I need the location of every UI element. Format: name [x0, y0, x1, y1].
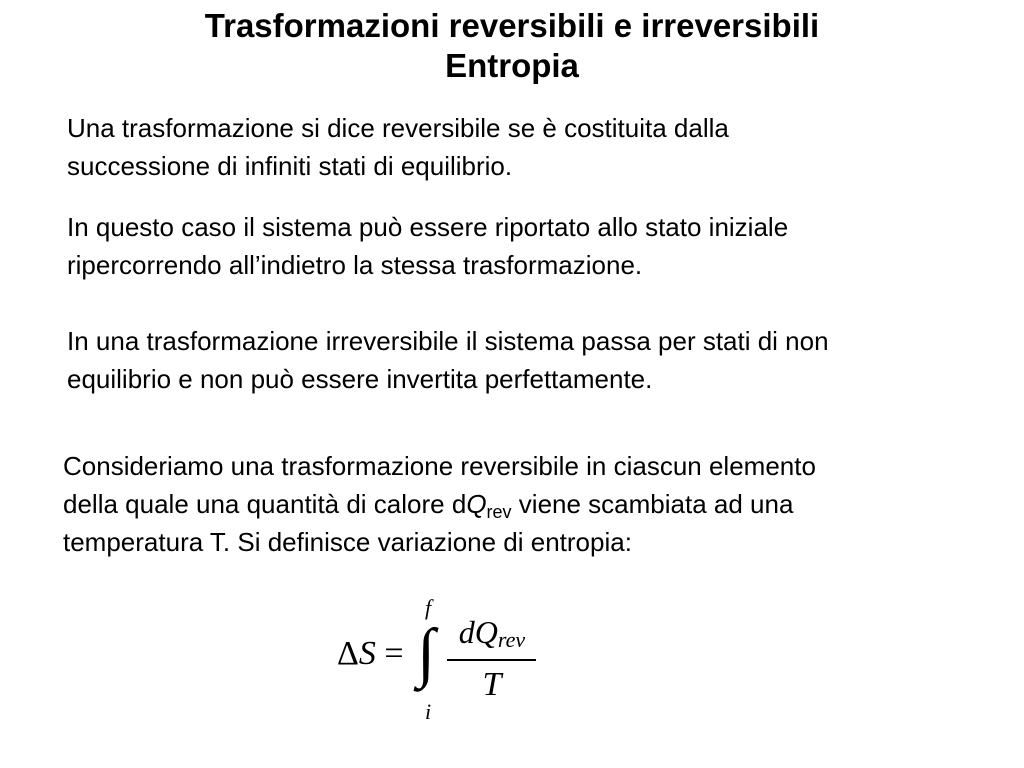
paragraph-line-with-dq: [63, 485, 816, 523]
paragraph-line: Una trasformazione si dice reversibile se è costituita dalla: [67, 113, 729, 143]
heat-symbol: Q: [466, 489, 487, 519]
paragraph-line: successione di infiniti stati di equilibrio.: [67, 151, 513, 181]
paragraph-irreversible: [67, 322, 829, 398]
paragraph-reversible-definition: [67, 109, 729, 185]
slide-title: [0, 6, 1024, 86]
paragraph-line: In una trasformazione irreversibile il sistema passa per stati di non: [67, 326, 829, 356]
title-line-2: Entropia: [445, 47, 579, 84]
numerator-main: dQ: [458, 614, 498, 650]
equals-sign: =: [375, 635, 404, 672]
paragraph-reversible-return: [67, 208, 788, 284]
entropy-symbol: S: [358, 635, 376, 672]
formula-lhs: [337, 634, 404, 674]
numerator-subscript: rev: [497, 627, 526, 652]
paragraph-line: equilibrio e non può essere invertita perfettamente.: [67, 364, 653, 394]
entropy-formula: [325, 596, 555, 726]
fraction-numerator: [449, 614, 535, 650]
integral-lower-limit: i: [425, 699, 432, 724]
fraction-bar: [447, 659, 536, 661]
title-line-1: Trasformazioni reversibili e irreversibili: [204, 7, 820, 44]
integral-sign: ∫: [417, 616, 436, 689]
text-segment: della quale una quantità di calore d: [63, 489, 467, 519]
text-segment: viene scambiata ad una: [511, 489, 794, 519]
paragraph-line: temperatura T. Si definisce variazione di entropia:: [63, 527, 632, 557]
integral-upper-limit: f: [425, 595, 432, 620]
paragraph-line: ripercorrendo all’indietro la stessa trasformazione.: [67, 250, 643, 280]
paragraph-entropy-intro: [63, 447, 816, 561]
paragraph-line: In questo caso il sistema può essere riportato allo stato iniziale: [67, 212, 789, 242]
rev-subscript: rev: [486, 502, 512, 522]
paragraph-line: Consideriamo una trasformazione reversibile in ciascun elemento: [63, 451, 816, 481]
delta-symbol: Δ: [337, 635, 359, 672]
fraction-denominator: T: [482, 666, 502, 703]
